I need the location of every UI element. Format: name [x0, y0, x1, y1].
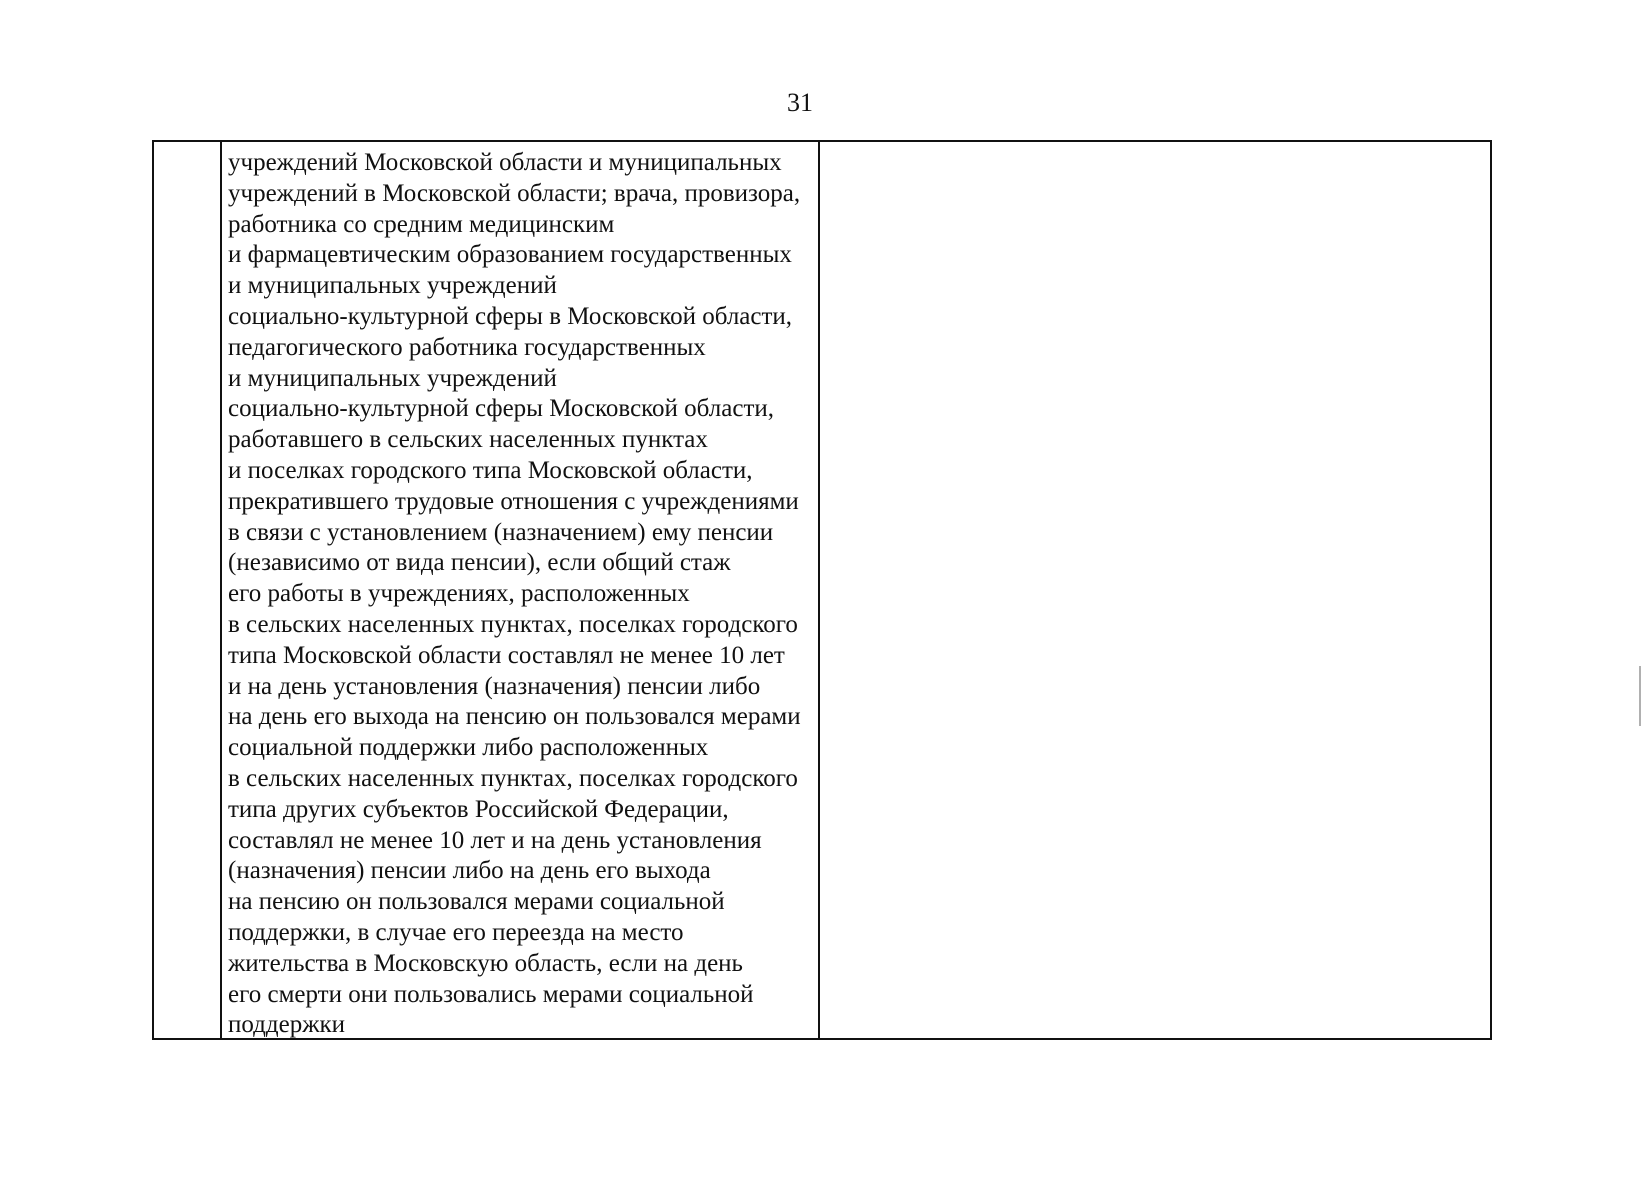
text-line: и поселках городского типа Московской области, — [228, 456, 753, 484]
right-cell — [820, 142, 1490, 1038]
text-line: (назначения) пенсии либо на день его выхода — [228, 857, 711, 885]
text-line: работника со средним медицинским — [228, 210, 615, 238]
text-line: его смерти они пользовались мерами социальной — [228, 980, 754, 1008]
page-number: 31 — [787, 88, 813, 117]
text-line: (независимо от вида пенсии), если общий стаж — [228, 549, 731, 577]
number-cell — [154, 142, 222, 1038]
text-line: в сельских населенных пунктах, поселках городского — [228, 764, 798, 792]
text-line: педагогического работника государственных — [228, 333, 706, 361]
text-line: работавшего в сельских населенных пунктах — [228, 426, 708, 454]
text-line: его работы в учреждениях, расположенных — [228, 580, 690, 608]
text-cell — [220, 142, 820, 1038]
text-line: типа других субъектов Российской Федерации, — [228, 795, 729, 823]
text-line: и фармацевтическим образованием государственных — [228, 241, 792, 269]
text-line: прекратившего трудовые отношения с учреждениями — [228, 487, 799, 515]
text-line: на день его выхода на пенсию он пользовался мерами — [228, 703, 801, 731]
text-line: в сельских населенных пунктах, поселках городского — [228, 610, 798, 638]
text-line: жительства в Московскую область, если на день — [228, 949, 743, 977]
text-line: поддержки, в случае его переезда на место — [228, 918, 684, 946]
text-line: в связи с установлением (назначением) ему пенсии — [228, 518, 774, 546]
text-line: учреждений в Московской области; врача, провизора, — [228, 179, 801, 207]
text-line: социально-культурной сферы Московской области, — [228, 395, 774, 423]
text-line: социальной поддержки либо расположенных — [228, 734, 709, 762]
scan-edge-mark — [1639, 666, 1641, 726]
document-table — [152, 140, 1492, 1040]
text-line: и на день установления (назначения) пенсии либо — [228, 672, 761, 700]
text-line: поддержки — [228, 1011, 345, 1039]
text-line: социально-культурной сферы в Московской области, — [228, 302, 793, 330]
text-line: типа Московской области составлял не менее 10 лет — [228, 641, 785, 669]
text-line: на пенсию он пользовался мерами социальной — [228, 888, 725, 916]
text-line: и муниципальных учреждений — [228, 364, 557, 392]
text-line: учреждений Московской области и муниципальных — [228, 149, 782, 176]
text-line: и муниципальных учреждений — [228, 272, 557, 300]
text-lines — [228, 148, 801, 1041]
text-line: составлял не менее 10 лет и на день установления — [228, 826, 762, 854]
